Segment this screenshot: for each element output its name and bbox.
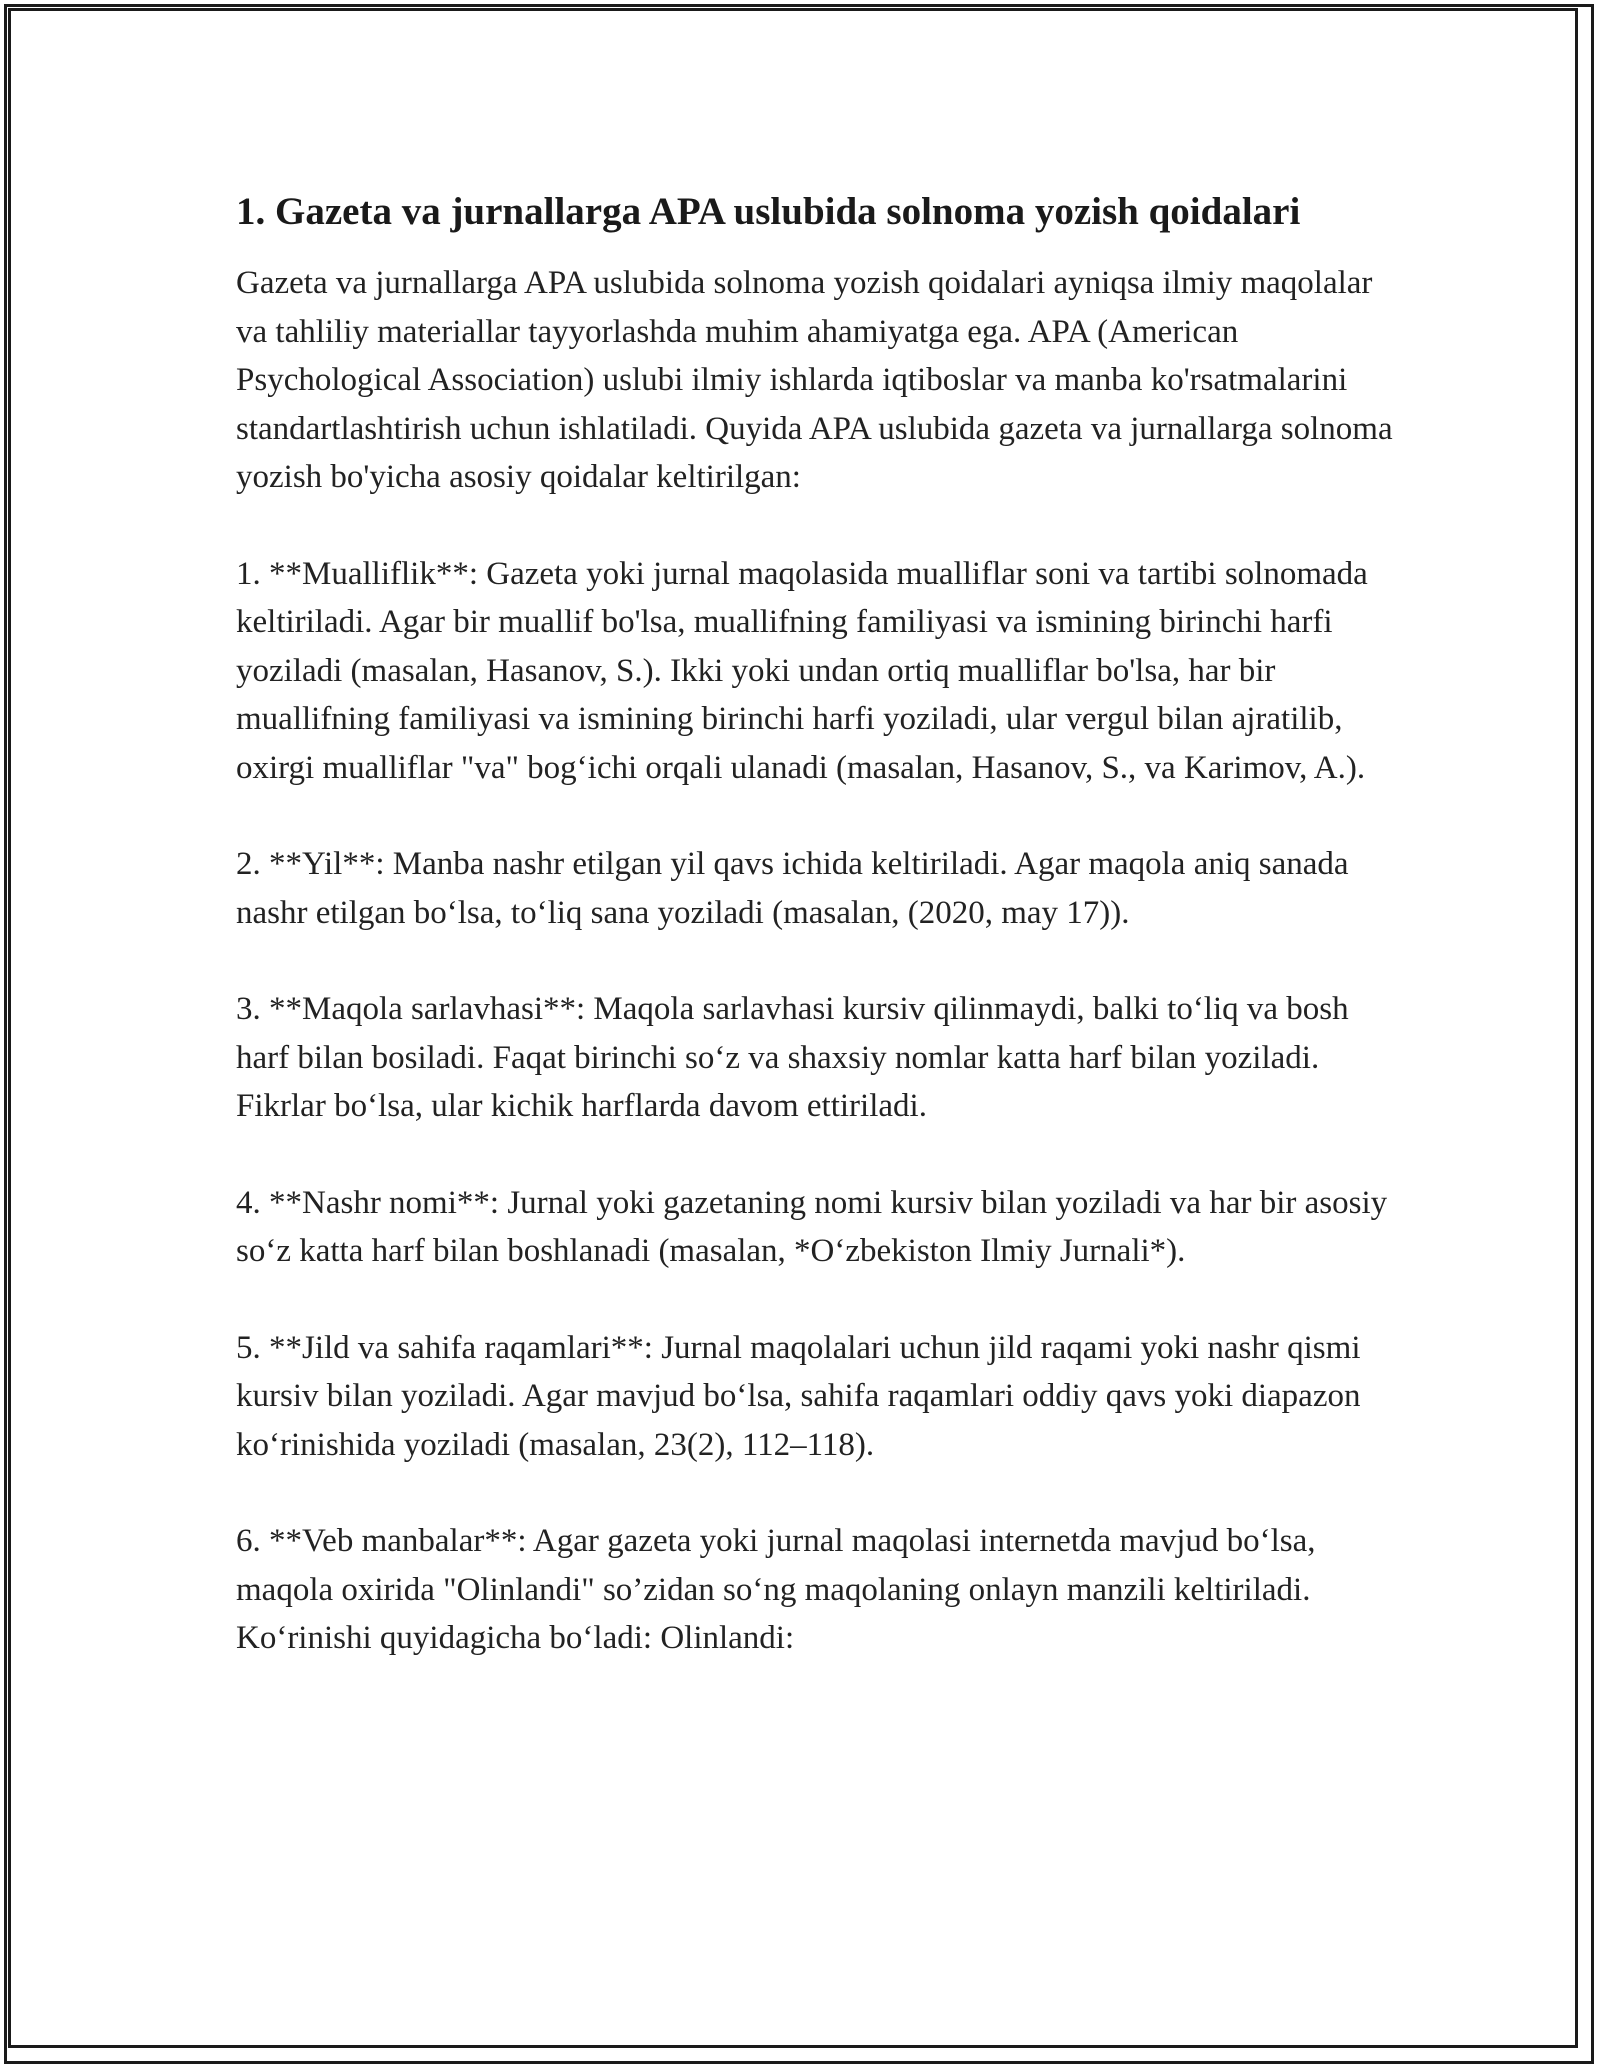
rule-authorship-paragraph: 1. **Mualliflik**: Gazeta yoki jurnal maqolasida mualliflar soni va tartibi solnomada keltiriladi. Agar bir muallif bo'lsa, muallifning familiyasi va ismining birinchi harfi yoziladi (masalan, Hasanov, S.). Ikki yoki undan ortiq mualliflar bo'lsa, har bir muallifning familiyasi va ismining birinchi harfi yoziladi, ular vergul bilan ajratilib, oxirgi mualliflar "va" bog‘ichi orqali ulanadi (masalan, Hasanov, S., va Karimov, A.). — [236, 555, 1368, 786]
rule-article-title-paragraph: 3. **Maqola sarlavhasi**: Maqola sarlavhasi kursiv qilinmaydi, balki to‘liq va bosh harf bilan bosiladi. Faqat birinchi so‘z va shaxsiy nomlar katta harf bilan yoziladi. Fikrlar bo‘lsa, ular kichik harflarda davom ettiriladi. — [236, 991, 1349, 1124]
rule-web-sources-paragraph: 6. **Veb manbalar**: Agar gazeta yoki jurnal maqolasi internetda mavjud bo‘lsa, maqola oxirida "Olinlandi" so’zidan so‘ng maqolaning onlayn manzili keltiriladi. Ko‘rinishi quyidagicha bo‘ladi: Olinlandi: — [236, 1523, 1316, 1656]
document-heading: 1. Gazeta va jurnallarga APA uslubida solnoma yozish qoidalari — [236, 190, 1301, 233]
intro-paragraph: Gazeta va jurnallarga APA uslubida solnoma yozish qoidalari ayniqsa ilmiy maqolalar va tahliliy materiallar tayyorlashda muhim ahamiyatga ega. APA (American Psychological Association) uslubi ilmiy ishlarda iqtiboslar va manba ko'rsatmalarini standartlashtirish uchun ishlatiladi. Quyida APA uslubida gazeta va jurnallarga solnoma yozish bo'yicha asosiy qoidalar keltirilgan: — [236, 265, 1393, 495]
document-body — [236, 185, 1396, 1711]
rule-year-paragraph: 2. **Yil**: Manba nashr etilgan yil qavs ichida keltiriladi. Agar maqola aniq sanada nashr etilgan bo‘lsa, to‘liq sana yoziladi (masalan, (2020, may 17)). — [236, 846, 1349, 931]
rule-volume-pages-paragraph: 5. **Jild va sahifa raqamlari**: Jurnal maqolalari uchun jild raqami yoki nashr qismi kursiv bilan yoziladi. Agar mavjud bo‘lsa, sahifa raqamlari oddiy qavs yoki diapazon ko‘rinishida yoziladi (masalan, 23(2), 112–118). — [236, 1329, 1361, 1463]
rule-publication-name-paragraph: 4. **Nashr nomi**: Jurnal yoki gazetaning nomi kursiv bilan yoziladi va har bir asosiy so‘z katta harf bilan boshlanadi (masalan, *O‘zbekiston Ilmiy Jurnali*). — [236, 1184, 1388, 1269]
